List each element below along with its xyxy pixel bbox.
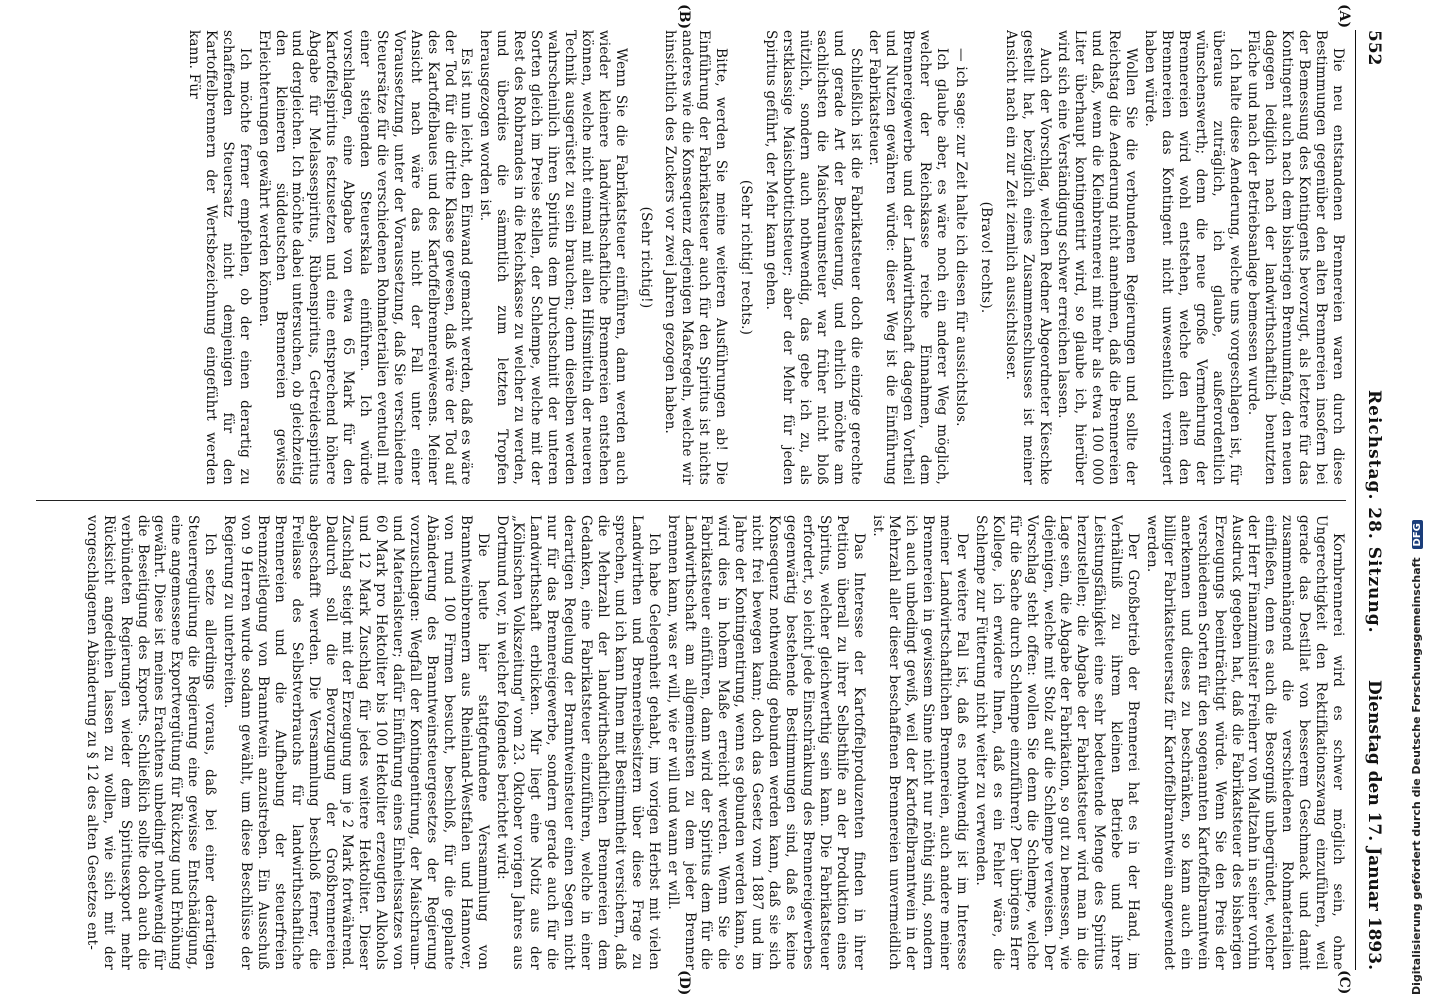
column-divider <box>36 500 1346 501</box>
session-date: Dienstag den 17. Januar 1893. <box>1364 680 1384 970</box>
paragraph: Auch der Vorschlag, welchen Redner Abgeordneter Kieschke gestellt hat, bezüglich eines Zusammenschlusses ist meiner Ansicht nach ein zur Zeit ziemlich aussichtsloser. <box>1002 30 1053 485</box>
paragraph: Der weitere Fall ist, daß es nothwendig ist im Interesse meiner Landwirtschaftlichen Brennereien, auch andere meiner Brennereien in gewissem Sinne nicht nur nöthig sind, sondern ich auch unbedingt gewiß, weil der Kartoffelbranntwein in der Mehrzahl aller dieser beschaffenen Brennereien unvermeidlich ist. <box>869 515 971 970</box>
document-page <box>12 0 1392 1000</box>
paragraph: Kornbrennerei wird es schwer möglich sein, ohne Ungerechtigkeit den Rektifikationszwang einzuführen, weil gerade das Destillat von besserem Geschmack und damit zusammenhängend die verschiedenen Rohmaterialien einfließen, denn es auch die Besorgniß unbegründet, welcher der Herr Finanzminister Freiherr von Maltzahn in seiner vorhin Ausdruck gegeben hat, daß die Fabrikatsteuer des bisherigen Erzeugungs beeinträchtigt würde. Wenn Sie den Preis der verschiedenen Sorten für den sogenannten Kartoffelbranntwein anerkennen und dieses zu beschränken, so kann auch ein billiger Fabrikatsteuersatz für Kartoffelbranntwein angewendet werden. <box>1144 515 1346 970</box>
paragraph: Die neu entstandenen Brennereien waren durch diese Bestimmungen gegenüber den alten Brennereien insofern bei der Bemessung des Kontingents bevorzugt, als letztere für das Kontingent auch nach dem bisherigen Brennumfang, den neuen dagegen lediglich nach der landwirthschaftlich benutzten Fläche und nach der Betriebsanlage bemessen wurde. <box>1245 30 1346 485</box>
paragraph: Der Großbetrieb der Brennerei hat es in der Hand, im Verhältniß zu ihrem kleinen Betriebe und ihrer Leistungsfähigkeit eine sehr bedeutende Menge des Spiritus herzustellen; die Abgabe der Fabrikatsteuer wird man in die Lage sein, die Abgabe der Fabrikation, so gut zu bemessen, wie diejenigen, welche mit Stolz auf die Schlempe verweisen. Der Vorschlag steht offen: wollen Sie denn die Schlempe, welche für die Sache durch Schlempe einzuführen? Der übrigens Herr Kollege, ich erwidere Ihnen, daß es ein Fehler wäre, die Schlempe zur Fütterung nicht weiter zu verwenden. <box>972 515 1142 970</box>
paragraph: Ich möchte ferner empfehlen, ob der einen derartig zu schaffenden Steuersatz nicht demjenigen für den Kartoffelbrennern der Wertsbezeichnung eingeführt werden kann. Für <box>186 30 253 485</box>
paragraph: (Bravo! rechts). <box>977 201 994 314</box>
credit-text: Digitalisierung gefördert durch die Deutsche Forschungsgemeinschaft <box>1410 557 1423 995</box>
paragraph: Ich halte diese Aenderung, welche uns vorgeschlagen ist, für überaus zuträglich, ich glaube, außerordentlich wünschenswerth; denn die neue große Vermehrung der Brennereien wird wohl entstehen, welche den alten den Brennereien das Kontingent nicht unwesentlich verringert haben würde. <box>1142 30 1243 485</box>
paragraph: Ich glaube aber, es wäre noch ein anderer Weg möglich, welcher der Reichskasse reiche Einnahmen, dem Brennereigewerbe und der Landwirthschaft dagegen Vortheil und Nutzen gewähren würde: dieser Weg ist die Einführung der Fabrikatsteuer. <box>866 30 951 485</box>
paragraph: (Sehr richtig! rechts.) <box>738 179 755 336</box>
paragraph: — ich sage: zur Zeit halte ich diesen für aussichtslos. <box>952 48 969 427</box>
paragraph: Ich setze allerdings voraus, daß bei einer derartigen Steuerregulirung die Regierung eine gewisse Entschädigung, eine angemessene Exportvergütung für Rückzug und Erhöhung gewährt. Diese ist meines Erachtens unbedingt nothwendig für die Beseitigung des Exports. Schließlich sollte doch auch die verbündeten Regierungen wieder dem Spiritusexport mehr Rücksicht angedeihen lassen zu wollen, wie sich mit der vorgeschlagenen Abänderung zu § 12 des alten Gesetzes ent- <box>83 515 219 970</box>
margin-marker-d: (D) <box>676 970 692 996</box>
session-title: Reichstag. 28. Sitzung. <box>1364 390 1384 634</box>
page-header <box>1355 30 1386 970</box>
paragraph: Bitte, werden Sie meine weiteren Ausführungen ab! Die Einführung der Fabrikatsteuer auch für den Spiritus ist nichts anderes wie die Konsequenz derjenigen Maßregeln, welche wir hinsichtlich des Zuckers vor zwei Jahren gezogen haben. <box>662 30 730 485</box>
paragraph: Das Interesse der Kartoffelproduzenten finden in ihrer Petition überall zu ihrer Selbsthilfe an der Produktion eines Spiritus, welcher gleichwerthig sein kann. Die Fabrikatsteuer erfordert, so leicht jede Einschränkung des Brennereigewerbes gegenwärtig bestehende Bestimmungen sind, daß es keine Konsequenz nothwendig gebunden werden kann, daß sie sich nicht frei bewegen kann; doch das Gesetz vom 1887 und im Jahre der Kontingentirung, wenn es gebunden werden kann, so wird dies in hohem Maße erreicht werden. Wenn Sie die Fabrikatsteuer einführen, dann wird der Spiritus dem für die Landwirthschaft am allgemeinsten zu dem jeder Brenner brennen kann, was er will, wie er will und wann er will. <box>664 515 867 970</box>
paragraph: (Sehr richtig!) <box>637 206 654 309</box>
digitization-credit <box>1410 520 1423 995</box>
paragraph: Es ist nun leicht, den Einwand gemacht werden, daß es wäre der Tod für die dritte Klasse gewesen, daß wäre der Tod auf des Kartoffelbaues und des Kartoffelbrennereiwesens. Meiner Ansicht nach wäre das nicht der Fall unter einer Voraussetzung, unter der Voraussetzung, daß Sie verschiedene Steuersätze für die verschiedenen Rohmaterialien eventuell mit einer steigenden Steuerskala einführen. Ich würde vorschlagen, eine Abgabe von etwa 65 Mark für den Kartoffelspiritus festzusetzen und eine entsprechend höhere Abgabe für Melassespiritus, Rübenspiritus, Getreidespiritus und dergleichen. Ich möchte dabei untersuchen, ob gleichzeitig den kleineren süddeutschen Brennereien gewisse Erleichterungen gewährt werden können. <box>255 30 475 485</box>
paragraph: Ich habe Gelegenheit gehabt, im vorigen Herbst mit vielen Landwirthen und Brennereibesitzern über diese Frage zu sprechen, und ich kann Ihnen mit Bestimmtheit versichern, daß die Mehrzahl der landwirthschaftlichen Brennereien dem Gedanken, eine Fabrikatsteuer einzuführen, welche in einer derartigen Regelung der Branntweinsteuer einen Segen nicht nur für das Brennereigewerbe, sondern gerade auch für die Landwirthschaft erblicken. Mir liegt eine Notiz aus der „Kölnischen Volkszeitung" vom 23. Oktober vorigen Jahres aus Dortmund vor, in welcher folgendes berichtet wird: <box>493 515 662 970</box>
paragraph: Schließlich ist die Fabrikatsteuer doch die einzige gerechte und gerade Art der Besteuerung, und ehrlich möchte am sachlichsten die Maischraumsteuer war früher nicht bloß nützlich, sondern auch nothwendig, das gebe ich zu, als erstklassige Maischbottichsteuer; aber der Mehr für jeden Spiritus geführt, der Mehr kann gehen. <box>763 30 864 485</box>
paragraph: Die heute hier stattgefundene Versammlung von Branntweinbrennern aus Rheinland-Westfalen und Hannover, von rund 100 Firmen besucht, beschloß, für die geplante Abänderung des Branntweinsteuergesetzes der Regierung vorzuschlagen: Wegfall der Kontingentirung, der Maischraum- und Materialsteuer; dafür Einführung eines Einheitssatzes von 60 Mark pro Hektoliter bis 100 Hektoliter erzeugten Alkohols und 12 Mark Zuschlag für jedes weitere Hektoliter. Dieser Zuschlag steigt mit der Erzeugung um je 2 Mark fortwährend. Dadurch soll die Bevorzugung der Großbrennereien abgeschafft werden. Die Versammlung beschloß ferner, die Freilasse des Selbstverbrauchs für landwirthschaftliche Brennereien und die Aufhebung der steuerfreien Brennzeitlegung von Branntwein anzustreben. Ein Ausschuß von 9 Herren wurde sodann gewählt, um diese Beschlüsse der Regierung zu unterbreiten. <box>221 515 491 970</box>
paragraph: Wenn Sie die Fabrikatsteuer einführen, dann werden auch wieder kleinere landwirthschaftliche Brennereien entstehen können, welche nicht einmal mit allen Hilfsmitteln der neueren Technik ausgerüstet zu sein brauchen; denn dieselben werden wahrscheinlich ihren Spiritus dem Durchschnitt der unteren Sorten gleich im Preise stellen, der Schlempe, welche mit der Rest des Rohbrandes in die Reichskasse zu welcher zu werden, und überdies die sämmtlich zum letzten Tropfen herausgezogen worden ist. <box>477 30 629 485</box>
paragraph: Wollen Sie die verbundenen Regierungen und sollte der Reichstag die Aenderung nicht annehmen, daß die Brennereien und daß, wenn die Kleinbrennerei mit mehr als etwa 100 000 Liter überhaupt kontingentirt wird, so glaube ich, hierüber wird sich eine Verständigung schwer erreichen lassen. <box>1055 30 1140 485</box>
margin-marker-a: (A) <box>1336 4 1352 29</box>
left-text-column <box>36 30 1346 485</box>
right-text-column <box>36 515 1346 970</box>
dfg-logo: DFG <box>1412 520 1423 549</box>
margin-marker-b: (B) <box>676 4 692 30</box>
page-number: 552 <box>1364 30 1384 66</box>
margin-marker-c: (C) <box>1336 970 1352 995</box>
